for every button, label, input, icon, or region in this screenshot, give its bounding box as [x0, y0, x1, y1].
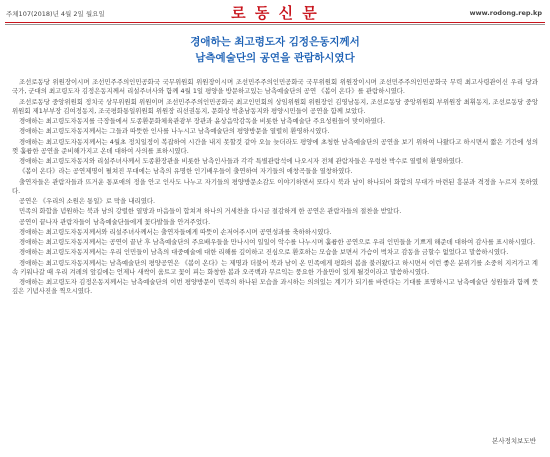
article-paragraph: 경애하는 최고령도자동지께서와 리설주녀사께서는 출연자들에게 따뜻이 손저어주시며 공연성과를 축하하시였다. — [19, 227, 332, 236]
article-body — [12, 78, 538, 298]
article-paragraph: 출연자들은 관람자들과 뜨거운 통포애의 정을 안고 인사도 나누고 자기들의 평양방문소감도 이야기하면서 또다시 북과 남이 하나되어 화합의 무대가 마련된 흥분과 격정을 누르지 못하였다. — [12, 177, 538, 195]
site-url[interactable]: www.rodong.rep.kp — [469, 9, 542, 17]
article-paragraph: 경애하는 최고령도자동지께서는 그들과 따뜻한 인사를 나누시고 남측예술단의 평양방문을 열렬히 환영하시였다. — [19, 127, 330, 136]
article-paragraph: 《봄이 온다》라는 공연제명이 펼쳐진 무대에는 남측의 유명한 인기배우들이 출연하여 자기들의 애창곡들을 열창하였다. — [19, 167, 353, 176]
article-paragraph: 경애하는 최고령도자동지께서는 남측예술단의 평양공연은 《봄이 온다》는 제명과 더불어 북과 남이 온 민족에게 평화의 봄을 불러왔다고 하시면서 이런 좋은 분위기를 소중히 지켜가고 계속 키워나갈 때 우리 겨레의 앞길에는 언제나 새싹이 움트고 꽃이 피는 화창한 봄과 오곡백과 무르익는 풍요한 가을만이 있게 될것이라고 말씀하시였다. — [12, 258, 538, 276]
masthead-logo: 로 동 신 문 — [231, 4, 319, 22]
article-paragraph: 경애하는 최고령도자 김정은동지께서는 남측예술단의 이번 평양방문이 민족의 하나된 모습을 과시하는 의의있는 계기가 되기를 바란다는 기대를 표명하시고 남측예술단 성원들과 함께 뜻깊은 기념사진을 찍으시였다. — [12, 278, 538, 296]
article-paragraph: 공연이 끝나자 관람자들이 남측예술단들에게 꽃다발들을 안겨주었다. — [19, 217, 211, 226]
article-paragraph: 조선로동당 위원장이시며 조선민주주의인민공화국 국무위원회 위원장이시며 조선민주주의인민공화국 국무위원회 위원장이시며 조선민주주의인민공화국 무력 최고사령관이신 우리 당과 국가, 군대의 최고령도자 김정은동지께서 리설주녀사와 함께 4월 1일 평양을 방문하고있는 남측예술단의 공연 《봄이 온다》를 관람하시였다. — [12, 78, 538, 96]
article-paragraph: 조선로동당 중앙위원회 정치국 상무위원회 위원이며 조선민주주의인민공화국 최고인민회의 상임위원회 위원장인 김영남동지, 조선로동당 중앙위원회 부위원장 최휘동지, 조선로동당 중앙위원회 제1부부장 김여정동지, 조국평화통일위원회 위원장 리선권동지, 문화상 박춘남동지와 평양시민들이 공연을 함께 보았다. — [12, 97, 538, 115]
article-title-line1: 경애하는 최고령도자 김정은동지께서 — [190, 36, 360, 48]
article-paragraph: 공연은 《우리의 소원은 통일》로 막을 내리였다. — [19, 197, 156, 205]
article-paragraph: 경애하는 최고령도자동지와 리설주녀사께서 도종환장관을 비롯한 남측인사들과 각각 특별관람석에 나오시자 전체 관람자들은 우렁찬 박수로 열렬히 환영하였다. — [19, 157, 464, 165]
article-paragraph: 경애하는 최고령도자동지께서는 우리 인민들이 남측의 대중예술에 대한 리해를 깊이하고 진심으로 환호하는 모습을 보면서 가슴이 벅차고 감동을 금할수 없었다고 말씀하시였다. — [19, 248, 509, 257]
header-divider — [5, 22, 545, 25]
article-paragraph: 경애하는 최고령도자동지께서는 공연이 끝난 후 남측예술단의 주요배우들을 만나시여 일일이 악수를 나누시며 훌륭한 공연으로 우리 인민들을 기쁘게 해준데 대하여 감사를 표시하시였다. — [19, 238, 535, 246]
article-byline: 본사정치보도반 — [492, 437, 536, 445]
article-paragraph: 경애하는 최고령도자동지께서는 4월초 정치일정이 복잡하여 시간을 내지 못할것 같아 오늘 늦더라도 평양에 초청한 남측예술단의 공연을 보기 위하여 나왔다고 하시면서 짧은 기간에 성의껏 훌륭한 공연을 준비해가지고 온데 대하여 사의를 표하시였다. — [12, 137, 538, 155]
article-paragraph: 민족의 화합을 념원하는 북과 남의 강렬한 열망과 마음들이 합쳐져 하나의 거세찬을 다시금 절감하게 한 공연은 관람자들의 절찬을 받았다. — [19, 207, 402, 216]
article-paragraph: 경애하는 최고령도자동지를 극장들에서 도종환문화체육관광부 장관과 윤상음악감독을 비롯한 남측예술단 주요성원들이 맞이하였다. — [19, 117, 386, 125]
issue-date: 주체107(2018)년 4월 2일 월요일 — [6, 10, 105, 18]
header-bar — [0, 0, 550, 24]
article-title-line2: 남측예술단의 공연을 관람하시였다 — [195, 52, 355, 64]
